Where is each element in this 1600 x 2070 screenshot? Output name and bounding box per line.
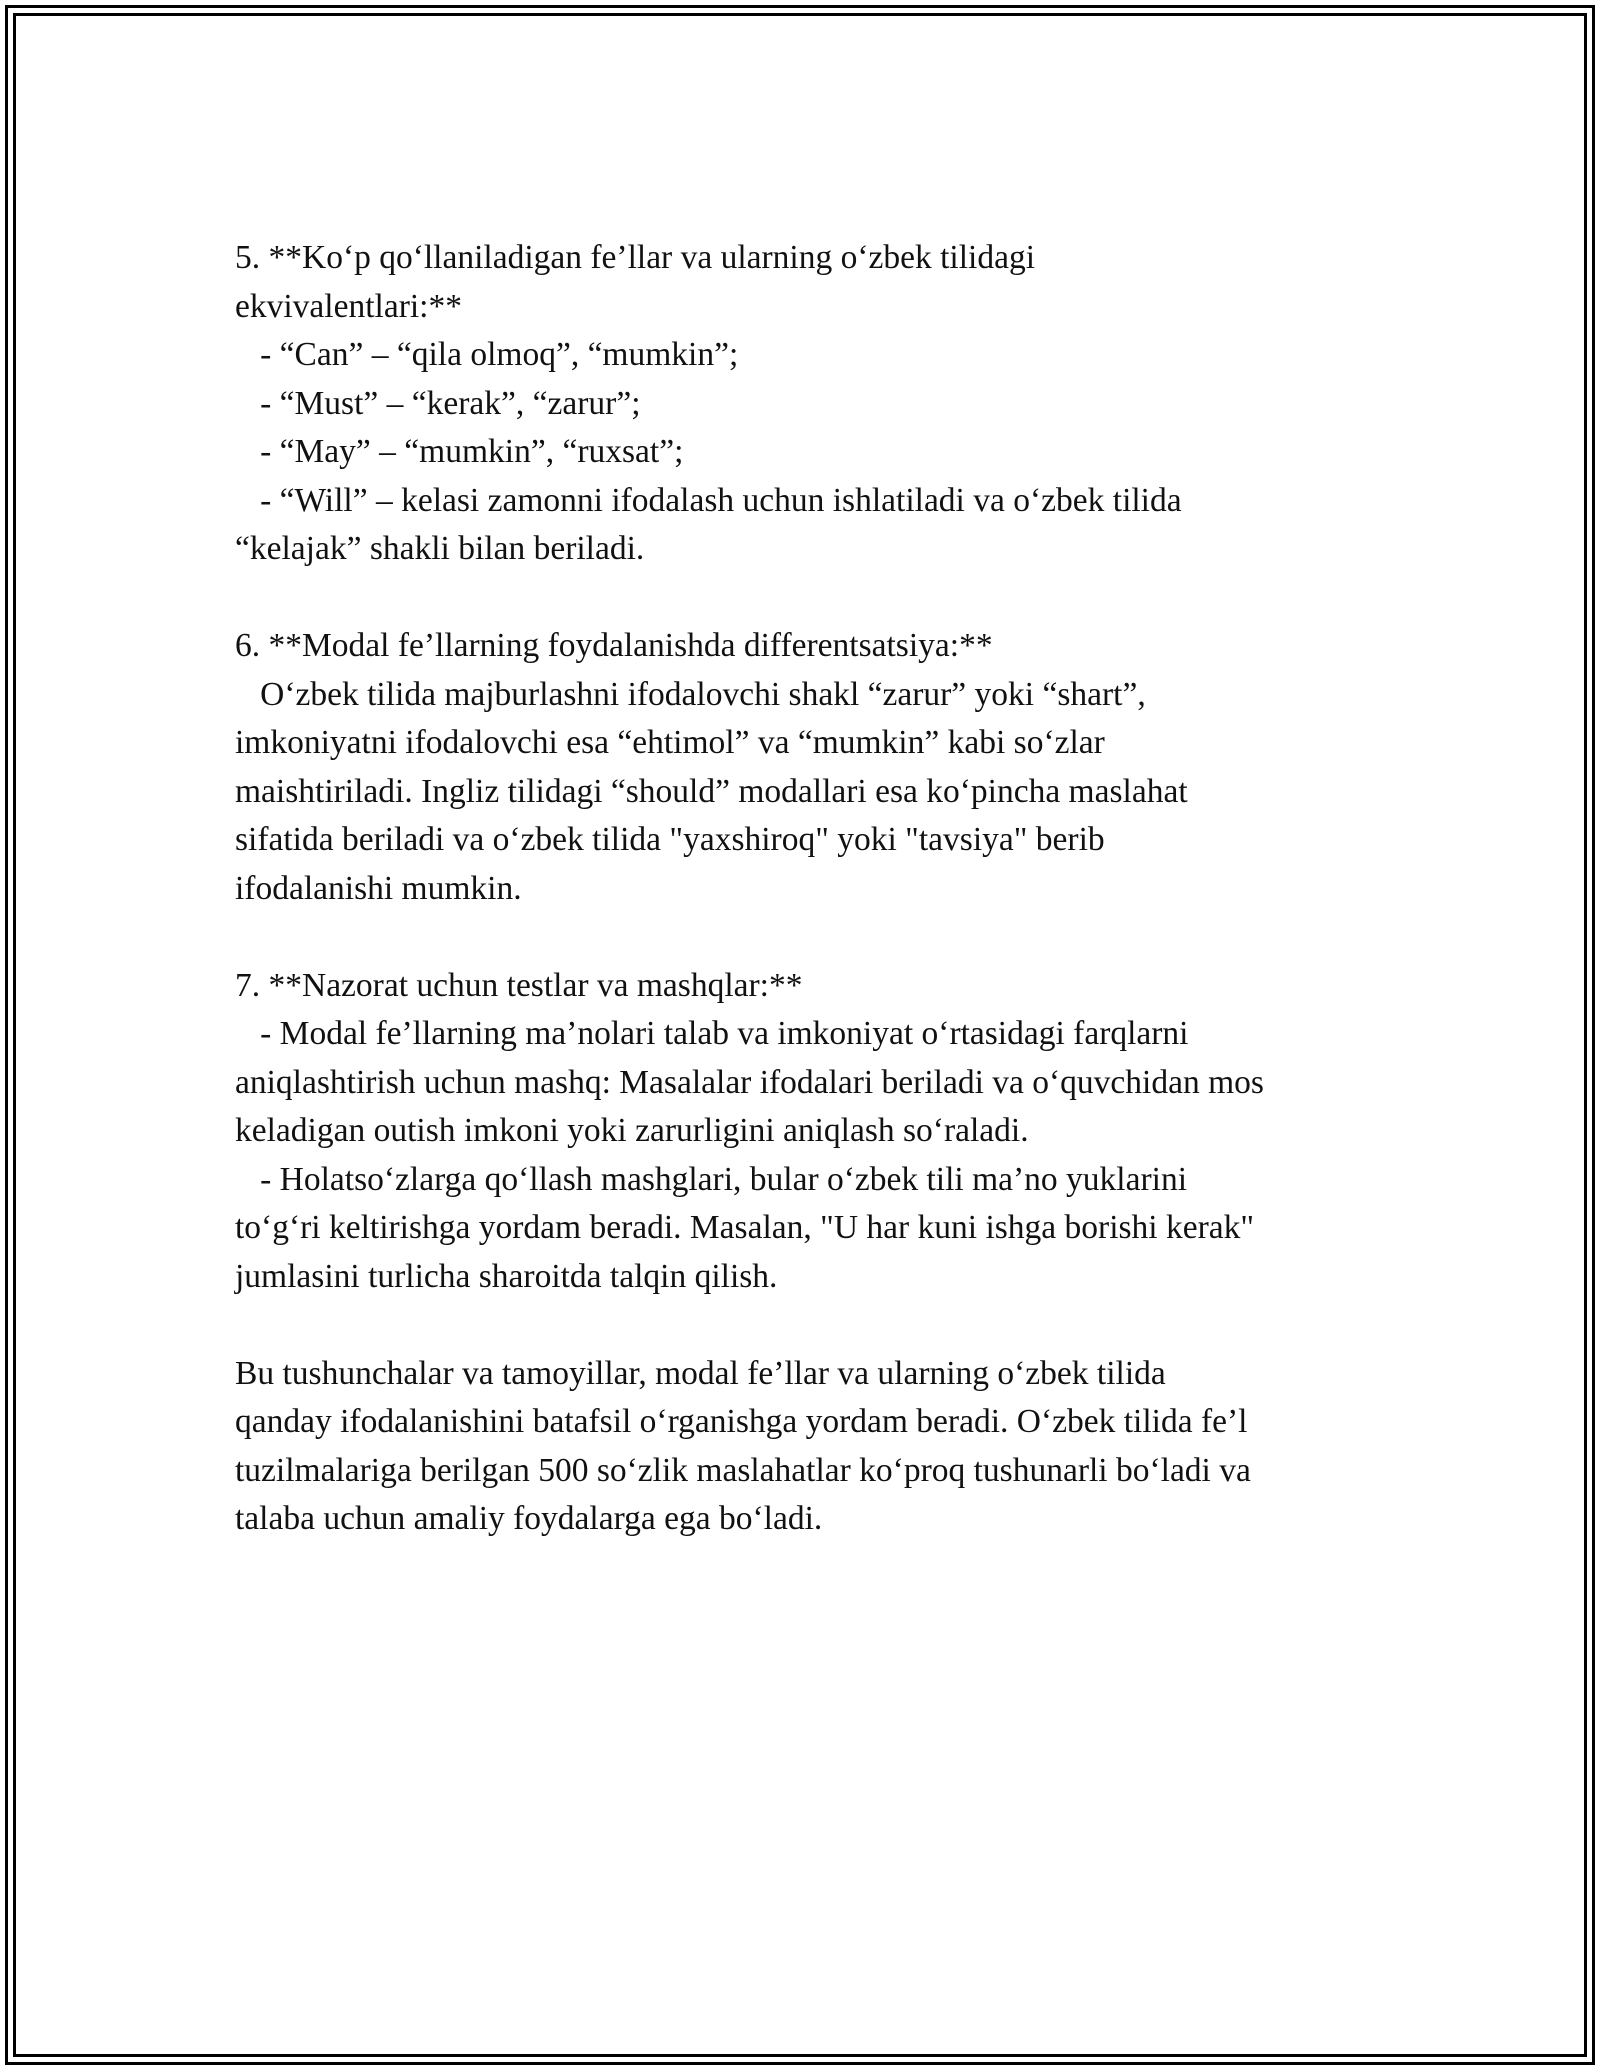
section-5-heading-line-1: 5. **Ko‘p qo‘llaniladigan fe’llar va ularning o‘zbek tilidagi [235,239,1036,276]
section-7-text-line: keladigan outish imkoni yoki zarurligini aniqlash so‘raladi. [235,1112,1029,1149]
section-7-heading: 7. **Nazorat uchun testlar va mashqlar:** [235,966,803,1004]
section-7-text-line: aniqlashtirish uchun mashq: Masalalar ifodalari beriladi va o‘quvchidan mos [235,1063,1264,1101]
conclusion-line: talaba uchun amaliy foydalarga ega bo‘ladi. [235,1500,823,1537]
conclusion-paragraph [235,1350,1385,1544]
section-6-text-line: imkoniyatni ifodalovchi esa “ehtimol” va “mumkin” kabi so‘zlar [235,724,1105,761]
section-5 [235,234,1385,574]
section-7-text-line: - Holatso‘zlarga qo‘llash mashglari, bular o‘zbek tili ma’no yuklarini [235,1160,1188,1198]
section-7-text-line: jumlasini turlicha sharoitda talqin qilish. [235,1257,778,1295]
section-5-heading-line-2: ekvivalentlari:** [235,287,462,325]
section-7-text-line: - Modal fe’llarning ma’nolari talab va imkoniyat o‘rtasidagi farqlarni [235,1015,1189,1052]
paragraph-gap [235,913,1385,962]
section-6-text-line: ifodalanishi mumkin. [235,869,522,907]
paragraph-gap [235,574,1385,623]
conclusion-line: Bu tushunchalar va tamoyillar, modal fe’llar va ularning o‘zbek tilida [235,1354,1166,1392]
document-body [235,234,1385,1544]
list-item-must: - “Must” – “kerak”, “zarur”; [235,384,641,422]
section-7-text-line: to‘g‘ri keltirishga yordam beradi. Masalan, "U har kuni ishga borishi kerak" [235,1209,1255,1246]
list-item-will: - “Will” – kelasi zamonni ifodalash uchun ishlatiladi va o‘zbek tilida [235,481,1182,519]
list-item-will-continued: “kelajak” shakli bilan beriladi. [235,530,645,567]
paragraph-gap [235,1301,1385,1350]
section-6-text-line: maishtiriladi. Ingliz tilidagi “should” modallari esa ko‘pincha maslahat [235,772,1188,810]
section-6-text-line: sifatida beriladi va o‘zbek tilida "yaxshiroq" yoki "tavsiya" berib [235,821,1105,858]
section-6-text-line: O‘zbek tilida majburlashni ifodalovchi shakl “zarur” yoki “shart”, [235,675,1146,713]
section-6 [235,622,1385,913]
conclusion-line: qanday ifodalanishini batafsil o‘rganishga yordam beradi. O‘zbek tilida fe’l [235,1403,1248,1440]
list-item-may: - “May” – “mumkin”, “ruxsat”; [235,433,684,470]
conclusion-line: tuzilmalariga berilgan 500 so‘zlik maslahatlar ko‘proq tushunarli bo‘ladi va [235,1451,1251,1489]
section-6-heading: 6. **Modal fe’llarning foydalanishda differentsatsiya:** [235,627,993,664]
section-7 [235,962,1385,1302]
list-item-can: - “Can” – “qila olmoq”, “mumkin”; [235,336,739,373]
